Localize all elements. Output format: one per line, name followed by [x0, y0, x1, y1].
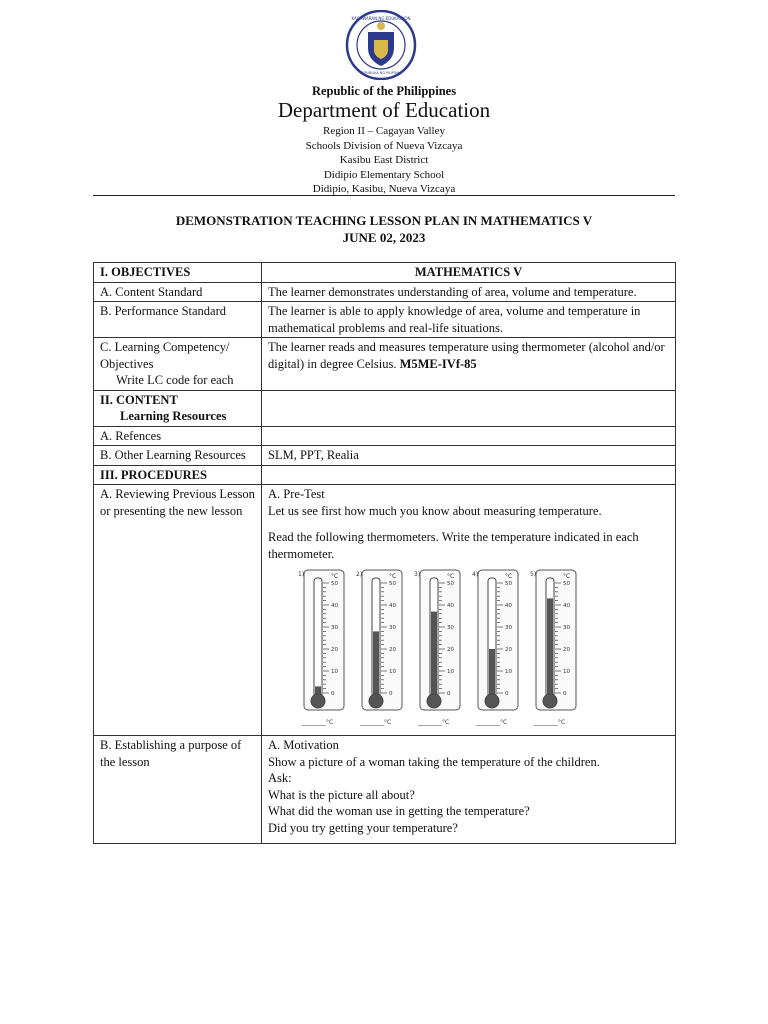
thermometer-level: [431, 612, 437, 699]
thermometer-unit: °C: [505, 573, 513, 580]
thermometer-scale-label: 10: [389, 669, 396, 675]
competency-text-cell: [262, 338, 676, 391]
table-row: [94, 282, 676, 302]
thermometer-scale-label: 50: [447, 581, 454, 587]
thermometer: [414, 568, 472, 730]
thermometer-scale-label: 0: [447, 691, 451, 697]
thermometer-number: 2): [356, 571, 363, 578]
header-divider: [93, 195, 675, 196]
content-standard-text: The learner demonstrates understanding of area, volume and temperature.: [262, 282, 676, 302]
document-title: [0, 212, 768, 246]
content-heading-cell: [94, 390, 262, 426]
thermometer-scale-label: 30: [563, 625, 570, 631]
thermometer-scale-label: 0: [331, 691, 335, 697]
thermometer-scale-label: 30: [505, 625, 512, 631]
thermometer-scale-label: 20: [331, 647, 338, 653]
pretest-heading: A. Pre-Test: [268, 487, 325, 501]
answer-blank: ________°C: [302, 719, 334, 726]
thermometer-scale-label: 20: [563, 647, 570, 653]
thermometer-scale-label: 0: [389, 691, 393, 697]
subject-heading: MATHEMATICS V: [262, 263, 676, 283]
empty-cell: [262, 426, 676, 446]
answer-blank: ________°C: [360, 719, 392, 726]
seal-top-text: KAGAWARAN NG EDUKASYON: [351, 16, 411, 21]
table-row: [94, 263, 676, 283]
table-row: [94, 338, 676, 391]
motivation-line: Did you try getting your temperature?: [268, 820, 458, 835]
pretest-cell: [262, 485, 676, 736]
title-date: JUNE 02, 2023: [342, 230, 426, 245]
pretest-instructions: Read the following thermometers. Write the temperature indicated in each thermometer.: [268, 530, 639, 561]
thermometer-scale-label: 0: [563, 691, 567, 697]
thermometer: [298, 568, 356, 730]
other-resources-text: SLM, PPT, Realia: [262, 446, 676, 466]
thermometer-scale-label: 0: [505, 691, 509, 697]
performance-standard-text: The learner is able to apply knowledge of area, volume and temperature in mathematical problems and real-life situations.: [262, 302, 676, 338]
thermometer-level: [547, 598, 553, 699]
motivation-cell: [262, 736, 676, 844]
reviewing-label: A. Reviewing Previous Lesson or presenting the new lesson: [94, 485, 262, 736]
thermometer-scale-label: 40: [389, 603, 396, 609]
thermometer-level: [489, 649, 495, 699]
thermometer-number: 3): [414, 571, 421, 578]
thermometer-bulb: [369, 694, 383, 708]
thermometer-number: 1): [298, 571, 305, 578]
thermometer-bulb: [311, 694, 325, 708]
thermometer-scale-label: 40: [447, 603, 454, 609]
thermometer: [472, 568, 530, 730]
competency-label: C. Learning Competency/ Objectives: [100, 340, 230, 371]
thermometer-unit: °C: [331, 573, 339, 580]
thermometer-scale-label: 20: [389, 647, 396, 653]
table-row: [94, 426, 676, 446]
motivation-line: Ask:: [268, 771, 292, 785]
motivation-line: Show a picture of a woman taking the temperature of the children.: [268, 754, 600, 769]
thermometer-unit: °C: [447, 573, 455, 580]
address-line-school: Didipio Elementary School: [323, 168, 445, 181]
competency-text: The learner reads and measures temperature using thermometer (alcohol and/or digital) in degree Celsius.: [268, 340, 665, 371]
deped-seal-logo: [338, 10, 424, 80]
thermometer: [530, 568, 588, 730]
table-row: [94, 446, 676, 466]
motivation-line: What is the picture all about?: [268, 787, 415, 802]
thermometer-scale-label: 20: [447, 647, 454, 653]
thermometer-svg: [356, 568, 414, 730]
address-line-location: Didipio, Kasibu, Nueva Vizcaya: [312, 183, 456, 195]
content-standard-label: A. Content Standard: [94, 282, 262, 302]
thermometer-scale-label: 40: [563, 603, 570, 609]
thermometer-scale-label: 30: [331, 625, 338, 631]
thermometer-bulb: [543, 694, 557, 708]
establishing-label: B. Establishing a purpose of the lesson: [94, 736, 262, 844]
competency-code: M5ME-IVf-85: [399, 356, 477, 371]
thermometer-scale-label: 10: [563, 669, 570, 675]
thermometer-tube: [314, 578, 322, 698]
answer-blank: ________°C: [476, 719, 508, 726]
thermometer-scale-label: 30: [389, 625, 396, 631]
address-line-division: Schools Division of Nueva Vizcaya: [305, 139, 463, 152]
thermometer-scale-label: 50: [389, 581, 396, 587]
objectives-heading: I. OBJECTIVES: [94, 263, 262, 283]
procedures-heading: III. PROCEDURES: [94, 465, 262, 485]
address-line-region: Region II – Cagayan Valley: [323, 125, 445, 137]
thermometer-svg: [298, 568, 356, 730]
motivation-line: What did the woman use in getting the temperature?: [268, 804, 530, 818]
thermometer: [356, 568, 414, 730]
thermometer-svg: [414, 568, 472, 730]
thermometer-scale-label: 10: [331, 669, 338, 675]
learning-resources-heading: Learning Resources: [120, 409, 227, 423]
thermometer-scale-label: 30: [447, 625, 454, 631]
address-block: [0, 124, 768, 197]
thermometer-bulb: [427, 694, 441, 708]
lesson-plan-table: [93, 262, 676, 844]
table-row: [94, 465, 676, 485]
thermometer-number: 5): [530, 571, 537, 578]
thermometer-scale-label: 10: [505, 669, 512, 675]
seal-bottom-text: REPUBLIKA NG PILIPINAS: [359, 71, 403, 75]
thermometer-scale-label: 50: [563, 581, 570, 587]
thermometer-scale-label: 40: [505, 603, 512, 609]
empty-cell: [262, 390, 676, 426]
thermometer-scale-label: 50: [505, 581, 512, 587]
address-line-district: Kasibu East District: [339, 154, 429, 166]
performance-standard-label: B. Performance Standard: [94, 302, 262, 338]
thermometer-scale-label: 40: [331, 603, 338, 609]
motivation-heading: A. Motivation: [268, 738, 339, 752]
thermometer-svg: [472, 568, 530, 730]
competency-sublabel: Write LC code for each: [116, 373, 234, 387]
empty-cell: [262, 465, 676, 485]
thermometer-scale-label: 50: [331, 581, 338, 587]
thermometer-level: [373, 631, 379, 699]
thermometer-figures: [298, 568, 669, 730]
pretest-text: Let us see first how much you know about measuring temperature.: [268, 503, 602, 518]
answer-blank: ________°C: [534, 719, 566, 726]
title-line: DEMONSTRATION TEACHING LESSON PLAN IN MATHEMATICS V: [175, 213, 593, 228]
references-label: A. Refences: [94, 426, 262, 446]
competency-cell: [94, 338, 262, 391]
table-row: [94, 390, 676, 426]
table-row: [94, 302, 676, 338]
thermometer-scale-label: 20: [505, 647, 512, 653]
content-heading: II. CONTENT: [100, 392, 178, 407]
thermometer-number: 4): [472, 571, 479, 578]
thermometer-unit: °C: [563, 573, 571, 580]
thermometer-bulb: [485, 694, 499, 708]
table-row: [94, 736, 676, 844]
other-resources-label: B. Other Learning Resources: [94, 446, 262, 466]
republic-heading: Republic of the Philippines: [311, 84, 457, 98]
thermometer-unit: °C: [389, 573, 397, 580]
table-row: [94, 485, 676, 736]
department-heading: Department of Education: [277, 98, 491, 122]
thermometer-svg: [530, 568, 588, 730]
thermometer-scale-label: 10: [447, 669, 454, 675]
answer-blank: ________°C: [418, 719, 450, 726]
